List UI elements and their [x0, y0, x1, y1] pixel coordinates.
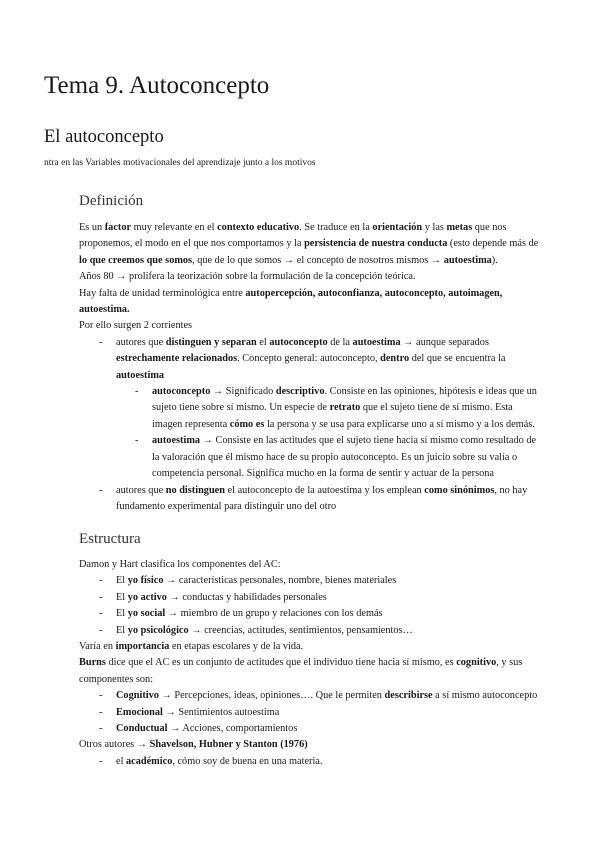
list-item: [79, 483, 541, 516]
list-item: [79, 705, 541, 721]
text: El: [116, 575, 128, 587]
bold-text: lo que creemos que somos: [79, 254, 193, 266]
text: de la: [327, 336, 353, 348]
text: que nos proponemos, el modo en el que nos comportamos y la: [79, 222, 507, 250]
bold-text: describirse: [384, 690, 433, 702]
bold-text: yo social: [127, 608, 166, 620]
list-item: [79, 606, 541, 622]
bold-text: cómo es: [229, 418, 265, 430]
text: el autoconcepto de la autoestima y los emplean: [224, 484, 425, 496]
bold-text: autopercepción, autoconfianza, autoconcepto, autoimagen, autoestima.: [79, 287, 503, 316]
text: el: [256, 336, 270, 348]
paragraph: [79, 220, 541, 269]
text: El: [116, 624, 128, 636]
bold-text: importancia: [115, 641, 170, 653]
paragraph: [79, 737, 541, 753]
bold-text: yo psicológico: [127, 624, 189, 636]
text: Años 80 → prolifera la teorización sobre la formulación de la concepción teórica.: [79, 271, 416, 283]
bold-text: orientación: [372, 222, 423, 233]
list-item: [79, 623, 541, 639]
bold-text: yo físico: [127, 575, 164, 587]
paragraph: [79, 557, 541, 573]
text: autores que: [116, 336, 166, 348]
bold-text: distinguen y separan: [165, 336, 257, 348]
text: Por ello surgen 2 corrientes: [79, 320, 193, 332]
text: , cómo soy de buena en una materia.: [172, 755, 323, 767]
text: Es un: [79, 222, 105, 233]
bold-text: autoestima: [352, 336, 401, 348]
heading-estructura: Estructura: [79, 531, 141, 547]
text: . Consiste en las opiniones, hipótesis e ideas que un sujeto tiene sobre sí mismo. Un especie de: [152, 386, 537, 414]
text: . Concepto general: autoconcepto,: [237, 353, 381, 365]
text: autores que: [116, 484, 166, 496]
bold-text: Burns: [79, 657, 106, 669]
text: que el sujeto tiene de sí mismo. Esta imagen representa: [152, 402, 513, 430]
text: (esto depende más de: [447, 238, 539, 250]
text: → Consiste en las actitudes que el sujeto tiene hacia sí mismo como resultado de la valoración que él mismo hace de su propio autoconcepto. Es un juicio sobre su valía o competencia personal. Significa mucho en la forma de sentir y actuar de la persona: [152, 435, 537, 480]
text: del que se encuentra la: [409, 353, 506, 365]
list-item: [79, 721, 541, 737]
paragraph: [79, 269, 541, 285]
bold-text: factor: [104, 222, 132, 233]
bold-text: autoestima: [152, 435, 201, 447]
document-title: Tema 9. Autoconcepto: [44, 72, 270, 99]
bold-text: no distinguen: [165, 484, 225, 496]
bold-text: descriptivo: [275, 386, 325, 398]
text: en etapas escolares y de la vida.: [169, 641, 304, 653]
text: → Percepciones, ideas, opiniones…. Que le permiten: [158, 690, 385, 702]
bold-text: autoconcepto: [269, 336, 328, 348]
text: El: [116, 608, 128, 620]
text: El: [116, 591, 128, 603]
bold-text: retrato: [329, 402, 361, 414]
bold-text: dentro: [380, 353, 410, 365]
estructura-body: [79, 557, 541, 770]
bold-text: autoestima: [116, 369, 165, 381]
text: ).: [491, 254, 498, 266]
bold-text: metas: [446, 222, 473, 233]
list-item: [79, 590, 541, 606]
text: , no hay fundamento experimental para distinguir uno del otro: [116, 484, 528, 512]
paragraph: [79, 639, 541, 655]
text: → conductas y habilidades personales: [166, 591, 327, 603]
text: y las: [422, 222, 447, 233]
bold-text: contexto educativo: [217, 222, 300, 233]
list-item: [79, 573, 541, 589]
bold-text: Cognitivo: [116, 690, 159, 702]
paragraph: [79, 286, 541, 319]
text: → características personales, nombre, bienes materiales: [163, 575, 397, 587]
text: , que de lo que somos → el concepto de nosotros mismos →: [192, 254, 444, 266]
list-item: [79, 335, 541, 384]
list-item: [79, 688, 541, 704]
bold-text: Emocional: [116, 706, 163, 718]
text: → Sentimientos autoestima: [162, 706, 280, 718]
list-item: [79, 754, 541, 770]
definicion-body: [79, 220, 541, 515]
text: la persona y se usa para explicarse uno a sí mismo y a los demás.: [264, 418, 535, 430]
text: Hay falta de unidad terminológica entre: [79, 287, 246, 299]
text: dice que el AC es un conjunto de actitudes que el individuo tiene hacia sí mismo, es: [105, 657, 457, 669]
bold-text: persistencia de nuestra conducta: [304, 238, 448, 250]
section-title: El autoconcepto: [44, 127, 164, 147]
text: → Significado: [210, 386, 276, 398]
bold-text: como sinónimos: [424, 484, 495, 496]
text: → aunque separados: [400, 336, 489, 348]
text: Varía en: [79, 641, 116, 653]
bold-text: Conductual: [116, 723, 168, 735]
paragraph: [79, 655, 541, 688]
bold-text: autoconcepto: [152, 386, 211, 398]
list-item: [79, 433, 541, 482]
text: Damon y Hart clasifica los componentes del AC:: [79, 559, 281, 570]
bold-text: autoestima: [443, 254, 492, 266]
text: a sí mismo autoconcepto: [432, 690, 538, 702]
bold-text: cognitivo: [456, 657, 497, 669]
text: Otros autores →: [79, 739, 150, 751]
text: → miembro de un grupo y relaciones con los demás: [165, 608, 383, 620]
bold-text: Shavelson, Hubner y Stanton (1976): [149, 739, 308, 751]
text: . Se traduce en la: [299, 222, 373, 233]
text: → creencias, actitudes, sentimientos, pensamientos…: [188, 624, 413, 636]
paragraph: [79, 318, 541, 334]
text: muy relevante en el: [131, 222, 218, 233]
text: → Acciones, comportamientos: [167, 723, 298, 735]
list-item: [79, 384, 541, 433]
bold-text: yo activo: [127, 591, 167, 603]
heading-definicion: Definición: [79, 193, 144, 209]
text: , y sus componentes son:: [79, 657, 523, 685]
section-subtitle: ntra en las Variables motivacionales del aprendizaje junto a los motivos: [44, 158, 316, 168]
text: el: [116, 755, 127, 767]
bold-text: estrechamente relacionados: [116, 353, 238, 365]
bold-text: académico: [126, 755, 173, 767]
